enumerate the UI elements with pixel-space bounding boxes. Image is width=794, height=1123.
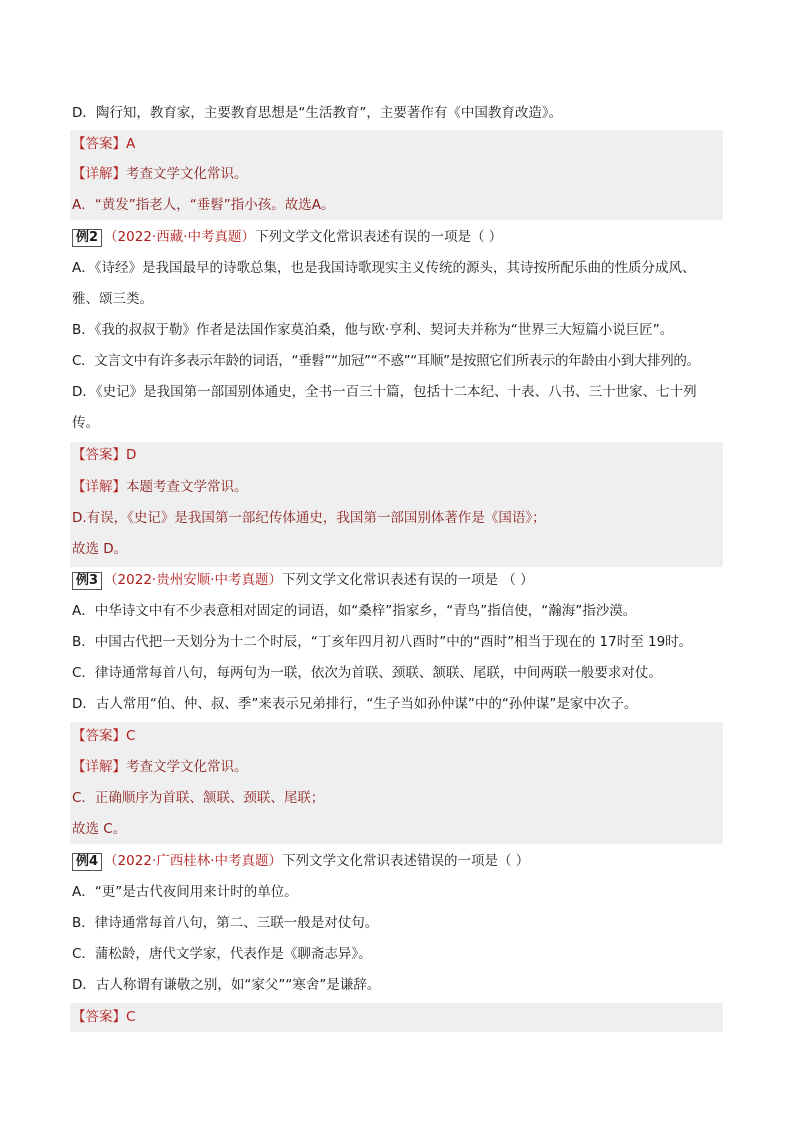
question-source: 2022·广西桂林·中考真题: [117, 853, 269, 869]
detail-label: 【详解】: [72, 166, 126, 182]
q2-detail: 【详解】本题考查文学常识。: [72, 479, 248, 495]
answer-label: 【答案】: [72, 136, 126, 152]
q1-detail: 【详解】考查文学文化常识。: [72, 166, 248, 182]
q2-explain: D.有误，《史记》是我国第一部纪传体通史，我国第一部国别体著作是《国语》；: [72, 510, 546, 526]
q4-option-b: B．律诗通常每首八句，第二、三联一般是对仗句。: [72, 915, 379, 931]
q3-explain: C．正确顺序为首联、颔联、颈联、尾联；: [72, 790, 325, 806]
q3-conclusion: 故选 C。: [72, 821, 127, 837]
q2-option-d-cont: 传。: [72, 415, 99, 431]
q3-answer: 【答案】C: [72, 728, 136, 744]
example-tag: 例3: [72, 572, 102, 590]
q1-explain: A．“黄发”指老人，“垂髫”指小孩。故选A。: [72, 197, 335, 213]
q4-option-a: A．“更”是古代夜间用来计时的单位。: [72, 884, 298, 900]
question-source: 2022·贵州安顺·中考真题: [117, 572, 269, 588]
q3-option-b: B．中国古代把一天划分为十二个时辰，“丁亥年四月初八酉时”中的“酉时”相当于现在的 17时至 19时。: [72, 634, 693, 650]
q2-stem: 例2 （2022·西藏·中考真题）下列文学文化常识表述有误的一项是（ ）: [72, 227, 723, 247]
q2-option-d: D．《史记》是我国第一部国别体通史，全书一百三十篇，包括十二本纪、十表、八书、三十世家、七十列: [72, 384, 697, 400]
example-tag: 例4: [72, 853, 102, 871]
q4-answer: 【答案】C: [72, 1009, 136, 1025]
q3-stem: 例3 （2022·贵州安顺·中考真题）下列文学文化常识表述有误的一项是 （ ）: [72, 570, 723, 590]
option-d-prev: D．陶行知，教育家，主要教育思想是“生活教育”，主要著作有《中国教育改造》。: [72, 105, 563, 121]
q2-option-a: A．《诗经》是我国最早的诗歌总集，也是我国诗歌现实主义传统的源头，其诗按所配乐曲的性质分成风、: [72, 260, 696, 276]
q4-option-d: D．古人称谓有谦敬之别，如“家父”“寒舍”是谦辞。: [72, 977, 381, 993]
q2-option-b: B．《我的叔叔于勒》作者是法国作家莫泊桑，他与欧·亨利、契诃夫并称为“世界三大短篇小说巨匠”。: [72, 322, 674, 338]
question-source: 2022·西藏·中考真题: [117, 229, 242, 245]
q2-option-a-cont: 雅、颂三类。: [72, 291, 153, 307]
q3-option-c: C．律诗通常每首八句，每两句为一联，依次为首联、颈联、颔联、尾联，中间两联一般要求对仗。: [72, 665, 662, 681]
q2-option-c: C．文言文中有许多表示年龄的词语，“垂髫”“加冠”“不惑”“耳顺”是按照它们所表示的年龄由小到大排列的。: [72, 353, 700, 369]
q2-conclusion: 故选 D。: [72, 541, 128, 557]
q3-option-a: A．中华诗文中有不少表意相对固定的词语，如“桑梓”指家乡，“青鸟”指信使，“瀚海”指沙漠。: [72, 603, 637, 619]
q3-detail: 【详解】考查文学文化常识。: [72, 759, 248, 775]
q4-stem: 例4 （2022·广西桂林·中考真题）下列文学文化常识表述错误的一项是（ ）: [72, 851, 723, 871]
example-tag: 例2: [72, 229, 102, 247]
q3-option-d: D．古人常用“伯、仲、叔、季”来表示兄弟排行，“生子当如孙仲谋”中的“孙仲谋”是家中次子。: [72, 696, 638, 712]
q1-answer: 【答案】A: [72, 136, 136, 152]
q4-option-c: C．蒲松龄，唐代文学家，代表作是《聊斋志异》。: [72, 946, 372, 962]
q2-answer: 【答案】D: [72, 447, 137, 463]
